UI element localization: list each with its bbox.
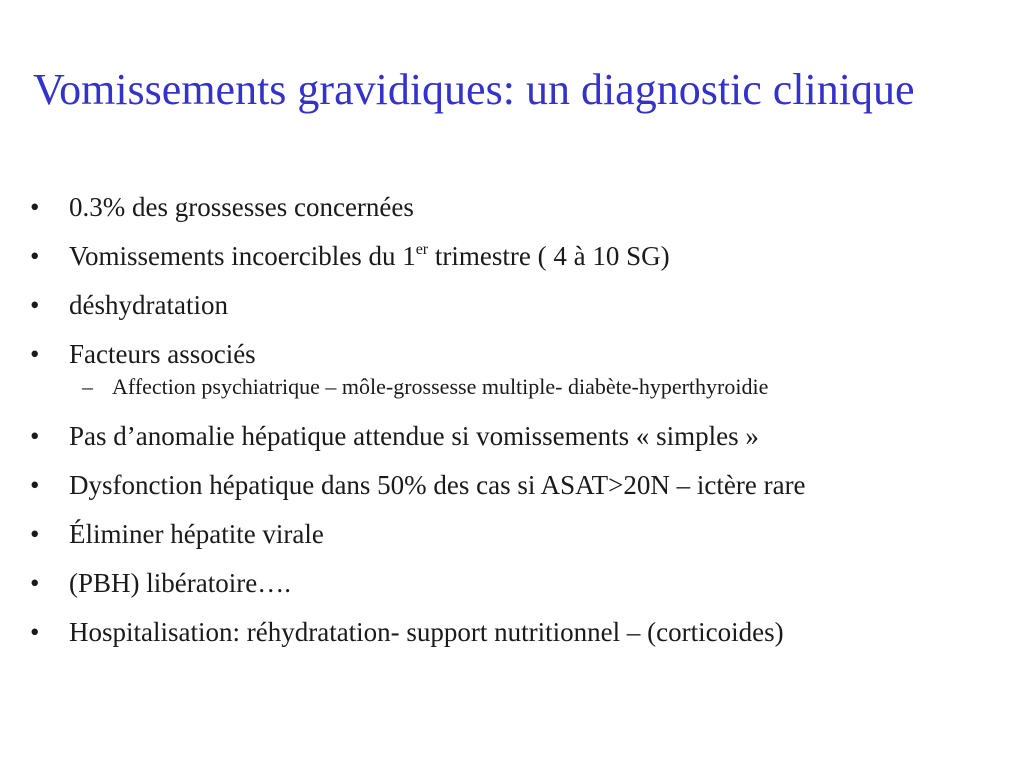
bullet-text: Dysfonction hépatique dans 50% des cas si ASAT>20N – ictère rare: [69, 470, 806, 500]
bullet-item: [30, 610, 1010, 659]
bullet-item: [30, 561, 1010, 610]
slide-title: Vomissements gravidiques: un diagnostic clinique: [33, 65, 915, 114]
bullet-marker: •: [30, 568, 40, 598]
bullet-item: [30, 185, 1010, 234]
bullet-marker: •: [30, 617, 40, 647]
bullet-text: 0.3% des grossesses concernées: [69, 192, 414, 222]
bullet-text: Hospitalisation: réhydratation- support nutritionnel – (corticoides): [69, 617, 784, 647]
bullet-text: trimestre ( 4 à 10 SG): [428, 241, 670, 271]
bullet-marker: •: [30, 339, 40, 369]
bullet-marker: •: [30, 192, 40, 222]
bullet-item: [30, 414, 1010, 463]
bullet-text: (PBH) libératoire….: [69, 568, 291, 598]
bullet-text: Pas d’anomalie hépatique attendue si vomissements « simples »: [69, 421, 759, 451]
bullet-item: [30, 332, 1010, 402]
bullet-superscript: er: [415, 241, 429, 258]
bullet-item: [30, 283, 1010, 332]
sub-bullet-list: [69, 372, 1010, 402]
sub-bullet-item: [67, 372, 1010, 402]
bullet-item: [30, 234, 1010, 283]
bullet-marker: •: [30, 241, 40, 271]
bullet-marker: •: [30, 290, 40, 320]
bullet-text: Facteurs associés: [69, 339, 256, 369]
bullet-text: Éliminer hépatite virale: [69, 519, 324, 549]
bullet-text: Vomissements incoercibles du 1: [69, 241, 416, 271]
sub-bullet-text: Affection psychiatrique – môle-grossesse multiple- diabète-hyperthyroidie: [112, 374, 769, 399]
bullet-marker: •: [30, 421, 40, 451]
bullet-list: [30, 185, 1010, 659]
sub-bullet-marker: –: [82, 374, 93, 399]
bullet-item: [30, 512, 1010, 561]
bullet-marker: •: [30, 470, 40, 500]
bullet-marker: •: [30, 519, 40, 549]
bullet-item: [30, 463, 1010, 512]
bullet-text: déshydratation: [69, 290, 228, 320]
